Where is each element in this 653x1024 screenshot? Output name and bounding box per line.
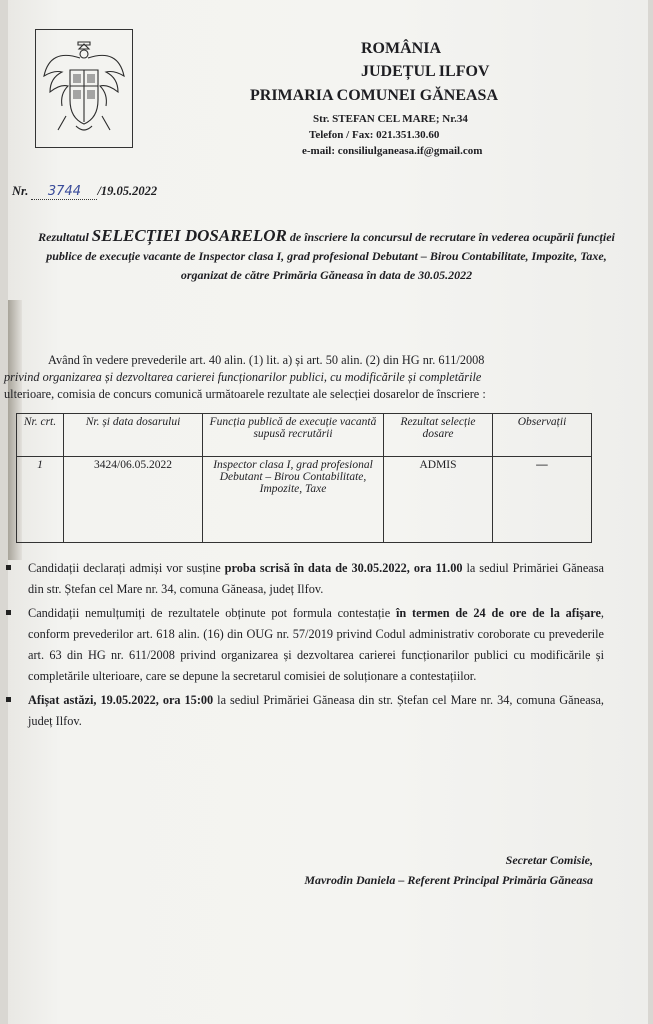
header-institution: PRIMARIA COMUNEI GĂNEASA: [250, 87, 499, 104]
header-county: JUDEȚUL ILFOV: [361, 63, 490, 80]
results-table: [16, 413, 592, 543]
bullet-square-icon: [6, 565, 11, 570]
intro-line-1: Având în vedere prevederile art. 40 alin. (1) lit. a) și art. 50 alin. (2) din HG nr. 611/2008: [48, 353, 485, 367]
list-item: [4, 558, 604, 600]
header-country: ROMÂNIA: [361, 40, 441, 57]
registration-date: /19.05.2022: [97, 184, 158, 198]
title-text: de înscriere la concursul de recrutare în vederea ocupării funcției publice de execuție vacante de Inspector clasa I, grad profesional Debutant – Birou Contabilitate, Impozite, Taxe, organizat de către Primăria Găneasa în data de 30.05.2022: [46, 230, 615, 282]
col-header-dosar: Nr. și data dosarului: [64, 414, 203, 457]
bullet-square-icon: [6, 697, 11, 702]
bullet-1-tail: la sediul Primăriei Găneasa din str. Ștefan cel Mare nr. 34, comuna Găneasa, județ Ilfov.: [28, 561, 604, 596]
list-item: [4, 690, 604, 732]
intro-line-2: privind organizarea și dezvoltarea carierei funcționarilor publici, cu modificările și completările: [4, 370, 482, 384]
intro-paragraph: [0, 352, 620, 403]
signature-role: Secretar Comisie,: [505, 853, 593, 867]
registration-handwritten-number: 3744: [31, 184, 97, 200]
document-title: [0, 226, 653, 285]
table-header-row: [17, 414, 592, 457]
cell-nr: 1: [17, 457, 64, 543]
intro-line-3: ulterioare, comisia de concurs comunică următoarele rezultate ale selecției dosarelor de înscriere :: [4, 387, 486, 401]
bullet-2-text: Candidații nemulțumiți de rezultatele obținute pot formula contestație: [28, 606, 396, 620]
cell-dosar: 3424/06.05.2022: [64, 457, 203, 543]
header-address: Str. STEFAN CEL MARE; Nr.34: [313, 113, 468, 125]
list-item: [4, 603, 604, 687]
bullet-1-text: Candidații declarați admiși vor susține: [28, 561, 225, 575]
col-header-rezultat: Rezultat selecție dosare: [384, 414, 493, 457]
header-phone: Telefon / Fax: 021.351.30.60: [309, 129, 440, 141]
title-lead: Rezultatul: [38, 230, 89, 244]
bullet-2-bold: în termen de 24 de ore de la afișare: [395, 606, 601, 620]
col-header-functie: Funcția publică de execuție vacantă supusă recrutării: [203, 414, 384, 457]
signature-block: [304, 850, 593, 890]
cell-rezultat: ADMIS: [384, 457, 493, 543]
bullet-square-icon: [6, 610, 11, 615]
bullet-3-bold: Afișat astăzi, 19.05.2022, ora 15:00: [28, 693, 214, 707]
bullet-3-tail: la sediul Primăriei Găneasa din str. Ștefan cel Mare nr. 34, comuna Găneasa, județ Ilfov.: [28, 693, 605, 728]
registration-number: [12, 184, 157, 200]
notice-list: [4, 558, 604, 735]
cell-observatii: —: [493, 457, 592, 543]
title-emphasis: SELECȚIEI DOSARELOR: [91, 226, 287, 245]
coat-of-arms-icon: [35, 29, 133, 148]
bullet-1-bold: proba scrisă în data de 30.05.2022, ora 11.00: [224, 561, 463, 575]
signature-name: Mavrodin Daniela – Referent Principal Primăria Găneasa: [304, 873, 593, 887]
bullet-2-tail: , conform prevederilor art. 618 alin. (16) din OUG nr. 57/2019 privind Codul administrativ coroborate cu prevederile art. 63 din HG nr. 611/2008 privind organizarea și dezvoltarea carierei funcționarilor publici cu modificările și completările ulterioare, care se depune la secretarul comisiei de soluționare a contestațiilor.: [28, 606, 604, 683]
cell-functie: Inspector clasa I, grad profesional Debutant – Birou Contabilitate, Impozite, Taxe: [203, 457, 384, 543]
header-email: e-mail: consiliulganeasa.if@gmail.com: [302, 145, 483, 157]
col-header-observatii: Observații: [493, 414, 592, 457]
col-header-nr: Nr. crt.: [17, 414, 64, 457]
registration-prefix: Nr.: [12, 184, 29, 198]
table-row: [17, 457, 592, 543]
